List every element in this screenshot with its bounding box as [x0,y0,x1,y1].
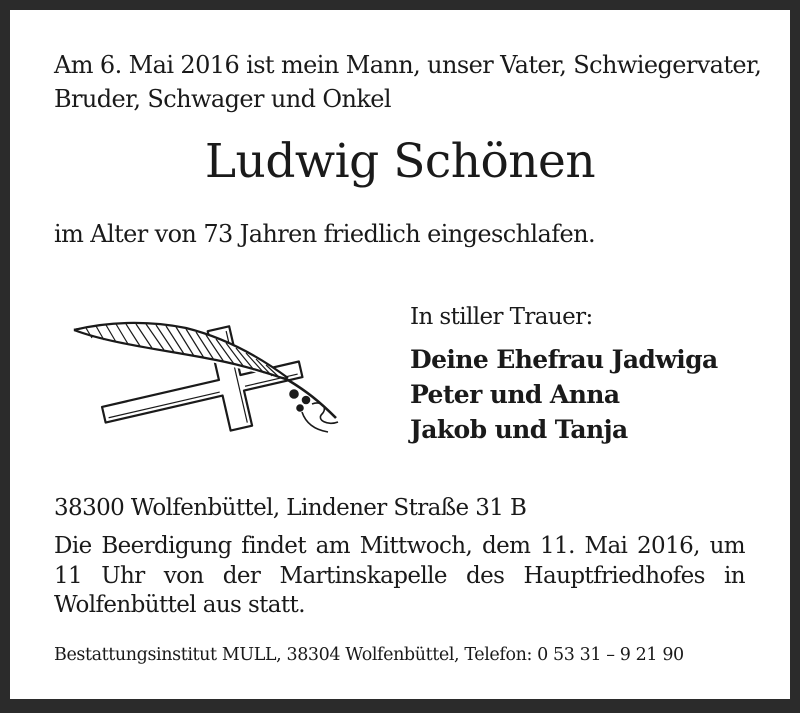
mourning-label: In stiller Trauer: [410,304,593,330]
mourner-family-2: Jakob und Tanja [410,415,628,444]
intro-line-1: Am 6. Mai 2016 ist mein Mann, unser Vater, Schwiegervater, [54,51,762,79]
age-text: im Alter von 73 Jahren friedlich eingeschlafen. [54,220,595,248]
mourner-spouse: Deine Ehefrau Jadwiga [410,345,718,374]
family-address: 38300 Wolfenbüttel, Lindener Straße 31 B [54,495,527,521]
cross-with-palm-frond-icon [66,308,348,438]
funeral-details: Die Beerdigung findet am Mittwoch, dem 11. Mai 2016, um 11 Uhr von der Martinskapelle des Hauptfriedhofes in Wolfenbüttel aus statt. [54,533,745,618]
intro-text [54,48,761,116]
mourner-family-1: Peter und Anna [410,380,620,409]
undertaker-contact: Bestattungsinstitut MULL, 38304 Wolfenbüttel, Telefon: 0 53 31 – 9 21 90 [54,645,684,665]
deceased-name: Ludwig Schönen [204,134,596,189]
intro-line-2: Bruder, Schwager und Onkel [54,85,391,113]
mourners-list [410,342,718,447]
